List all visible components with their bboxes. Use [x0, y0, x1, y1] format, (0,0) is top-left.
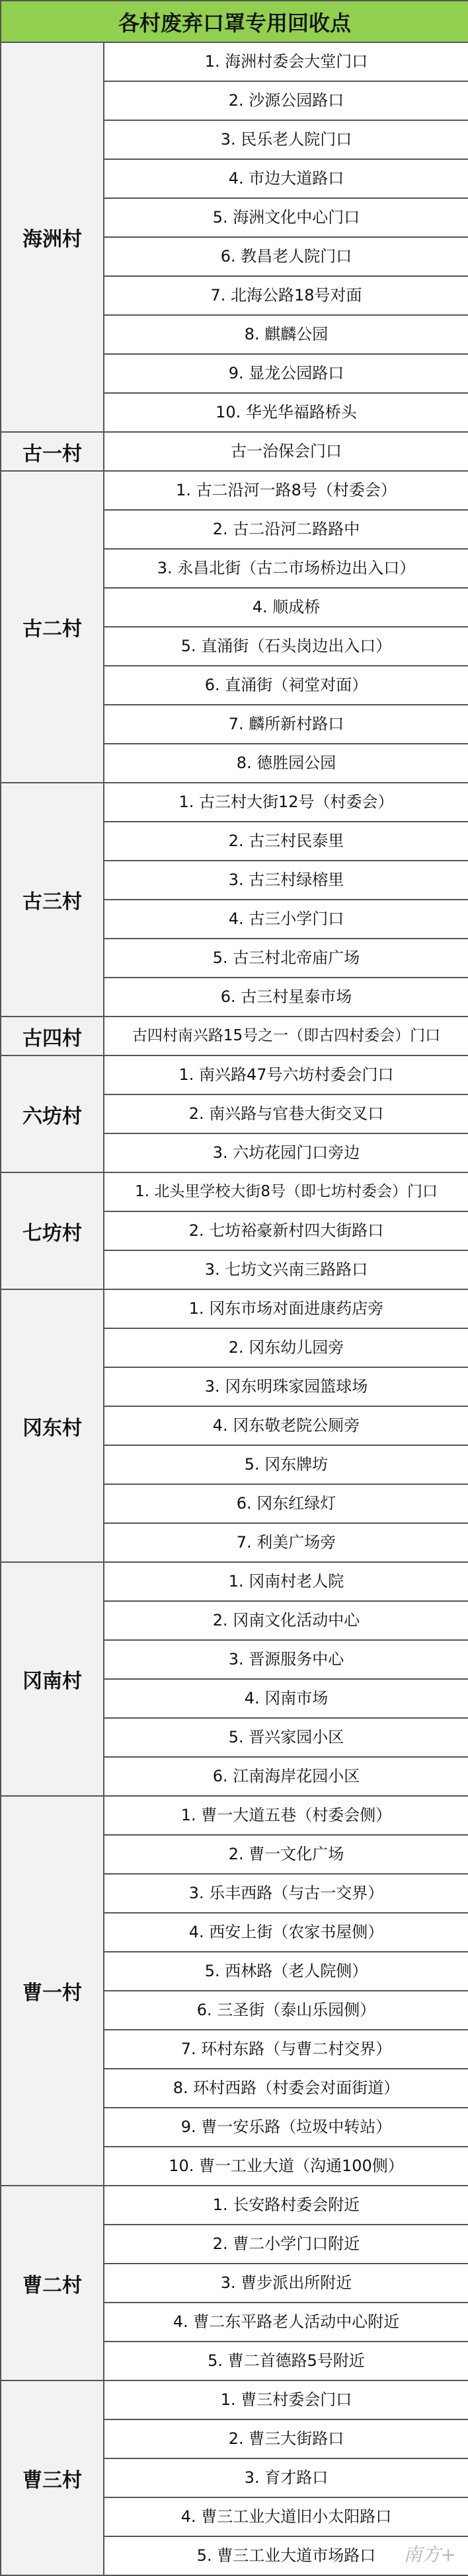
collection-point: 2. 沙源公园路口 — [104, 81, 468, 120]
collection-point: 1. 古二沿河一路8号（村委会） — [104, 471, 468, 510]
collection-point: 5. 晋兴家园小区 — [104, 1718, 468, 1757]
collection-point: 10. 华光华福路桥头 — [104, 393, 468, 432]
collection-point: 9. 曹一安乐路（垃圾中转站） — [104, 2108, 468, 2147]
collection-point: 7. 北海公路18号对面 — [104, 276, 468, 315]
collection-point: 1. 长安路村委会附近 — [104, 2186, 468, 2225]
collection-point: 2. 曹二小学门口附近 — [104, 2225, 468, 2264]
collection-point: 2. 曹三大街路口 — [104, 2419, 468, 2458]
table-row — [1, 432, 468, 471]
village-name: 七坊村 — [1, 1172, 104, 1289]
village-name: 冈东村 — [1, 1289, 104, 1562]
collection-point: 4. 曹二东平路老人活动中心附近 — [104, 2303, 468, 2342]
collection-point: 2. 南兴路与官巷大街交叉口 — [104, 1094, 468, 1133]
table-row — [1, 1172, 468, 1211]
village-name: 古四村 — [1, 1017, 104, 1055]
collection-point: 6. 冈东红绿灯 — [104, 1484, 468, 1523]
table-row — [1, 1562, 468, 1601]
village-name: 六坊村 — [1, 1055, 104, 1172]
collection-point: 1. 北头里学校大街8号（即七坊村委会）门口 — [104, 1172, 468, 1211]
collection-point: 8. 环村西路（村委会对面街道） — [104, 2069, 468, 2108]
collection-point: 古一治保会门口 — [104, 432, 468, 471]
collection-point: 5. 曹三工业大道市场路口 — [104, 2536, 468, 2575]
collection-point: 3. 永昌北街（古二市场桥边出入口） — [104, 549, 468, 588]
collection-point: 6. 古三村星泰市场 — [104, 978, 468, 1017]
title-row — [1, 1, 468, 42]
collection-point: 3. 乐丰西路（与古一交界） — [104, 1874, 468, 1913]
table-row — [1, 1017, 468, 1055]
collection-point: 5. 直涌街（石头岗边出入口） — [104, 627, 468, 666]
collection-point: 2. 冈东幼儿园旁 — [104, 1328, 468, 1367]
collection-point: 4. 冈东敬老院公厕旁 — [104, 1406, 468, 1445]
collection-point: 2. 七坊裕豪新村四大街路口 — [104, 1211, 468, 1250]
collection-point: 6. 江南海岸花园小区 — [104, 1757, 468, 1796]
village-name: 曹三村 — [1, 2380, 104, 2575]
table-row — [1, 471, 468, 510]
collection-point: 7. 利美广场旁 — [104, 1523, 468, 1562]
collection-point: 10. 曹一工业大道（沟通100侧） — [104, 2147, 468, 2186]
table-row — [1, 2186, 468, 2225]
table-row — [1, 1289, 468, 1328]
village-name: 曹一村 — [1, 1796, 104, 2186]
collection-point: 5. 古三村北帝庙广场 — [104, 939, 468, 978]
collection-point: 1. 曹三村委会门口 — [104, 2380, 468, 2419]
collection-point: 5. 曹二首德路5号附近 — [104, 2342, 468, 2380]
collection-point: 3. 六坊花园门口旁边 — [104, 1133, 468, 1172]
collection-point: 3. 晋源服务中心 — [104, 1640, 468, 1679]
village-name: 古二村 — [1, 471, 104, 783]
collection-point: 2. 冈南文化活动中心 — [104, 1601, 468, 1640]
collection-point: 5. 冈东牌坊 — [104, 1445, 468, 1484]
collection-point: 4. 市边大道路口 — [104, 159, 468, 198]
collection-point: 7. 麟所新村路口 — [104, 705, 468, 744]
collection-point: 1. 冈东市场对面进康药店旁 — [104, 1289, 468, 1328]
collection-point: 2. 古三村民泰里 — [104, 822, 468, 861]
village-name: 海洲村 — [1, 42, 104, 432]
collection-point: 6. 三圣街（泰山乐园侧） — [104, 1991, 468, 2030]
collection-point: 8. 德胜园公园 — [104, 744, 468, 783]
collection-point: 3. 古三村绿榕里 — [104, 861, 468, 900]
collection-point: 6. 教昌老人院门口 — [104, 237, 468, 276]
collection-point: 2. 曹一文化广场 — [104, 1835, 468, 1874]
collection-point: 1. 古三村大街12号（村委会） — [104, 783, 468, 822]
collection-point: 3. 冈东明珠家园篮球场 — [104, 1367, 468, 1406]
collection-point: 1. 南兴路47号六坊村委会门口 — [104, 1055, 468, 1094]
collection-point: 3. 民乐老人院门口 — [104, 120, 468, 159]
collection-point: 7. 环村东路（与曹二村交界） — [104, 2030, 468, 2069]
village-name: 冈南村 — [1, 1562, 104, 1796]
table-row — [1, 42, 468, 81]
watermark-logo: 南方+ — [403, 2544, 456, 2565]
collection-point: 1. 海洲村委会大堂门口 — [104, 42, 468, 81]
collection-point: 1. 冈南村老人院 — [104, 1562, 468, 1601]
collection-point: 6. 直涌街（祠堂对面） — [104, 666, 468, 705]
collection-point: 5. 海洲文化中心门口 — [104, 198, 468, 237]
collection-point: 1. 曹一大道五巷（村委会侧） — [104, 1796, 468, 1835]
collection-point: 4. 曹三工业大道旧小太阳路口 — [104, 2497, 468, 2536]
collection-point: 4. 西安上街（农家书屋侧） — [104, 1913, 468, 1952]
collection-point: 9. 显龙公园路口 — [104, 354, 468, 393]
collection-point: 8. 麒麟公园 — [104, 315, 468, 354]
table-row — [1, 783, 468, 822]
collection-point: 3. 育才路口 — [104, 2458, 468, 2497]
table-row — [1, 2380, 468, 2419]
table-row — [1, 1796, 468, 1835]
collection-point: 4. 顺成桥 — [104, 588, 468, 627]
village-name: 古三村 — [1, 783, 104, 1017]
collection-point: 4. 古三小学门口 — [104, 900, 468, 939]
village-name: 古一村 — [1, 432, 104, 471]
collection-point: 4. 冈南市场 — [104, 1679, 468, 1718]
collection-point: 3. 七坊文兴南三路路口 — [104, 1250, 468, 1289]
table-title: 各村废弃口罩专用回收点 — [1, 1, 468, 42]
collection-point: 3. 曹步派出所附近 — [104, 2264, 468, 2303]
collection-point: 古四村南兴路15号之一（即古四村委会）门口 — [104, 1017, 468, 1055]
collection-point: 2. 古二沿河二路路中 — [104, 510, 468, 549]
village-name: 曹二村 — [1, 2186, 104, 2380]
table-row — [1, 1055, 468, 1094]
collection-point: 5. 西林路（老人院侧） — [104, 1952, 468, 1991]
